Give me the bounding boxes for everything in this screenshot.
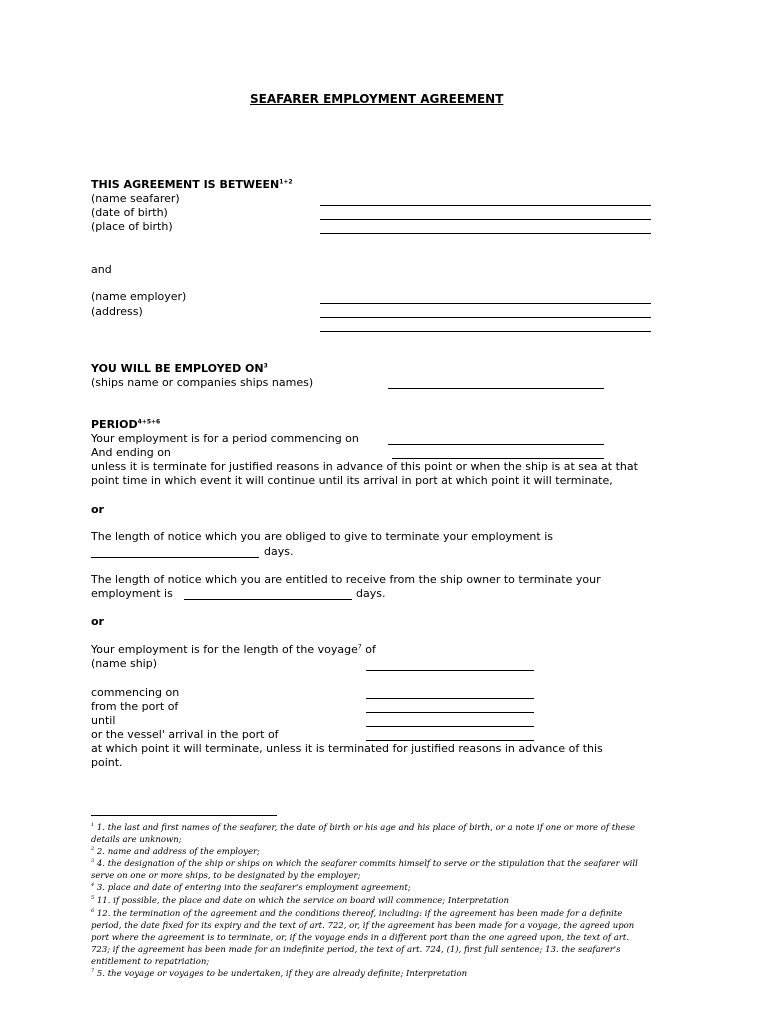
footnote-3-cont: serve on one or more ships, to be designated by the employer; — [91, 871, 361, 881]
notice-give-days-line[interactable] — [91, 557, 259, 558]
arrival-port-label: or the vessel' arrival in the port of — [91, 728, 279, 741]
notice-give-text: The length of notice which you are obliged to give to terminate your employment is — [91, 530, 553, 543]
from-port-line[interactable] — [366, 712, 534, 713]
and-label: and — [91, 263, 112, 276]
footnote-3-line-1: 4. the designation of the ship or ships on which the seafarer commits himself to serve or the stipulation that the seafarer will — [94, 859, 638, 869]
voyage-label: Your employment is for the length of the voyage — [91, 643, 358, 656]
footnote-4-line-1: 3. place and date of entering into the seafarer's employment agreement; — [94, 883, 411, 893]
notice-receive-days-label: days. — [356, 587, 386, 600]
footnote-4-mark: 4 — [91, 882, 95, 889]
footnote-3 — [91, 858, 638, 870]
seafarer-name-label: (name seafarer) — [91, 192, 180, 205]
footnote-2-line-1: 2. name and address of the employer; — [94, 847, 260, 857]
seafarer-name-line[interactable] — [320, 205, 651, 206]
employed-on-heading-text: YOU WILL BE EMPLOYED ON — [91, 362, 264, 375]
footnote-6-cont-4: entitlement to repatriation; — [91, 957, 210, 967]
footnote-5 — [91, 895, 509, 907]
name-ship-line[interactable] — [366, 670, 534, 671]
employer-address-line-1[interactable] — [320, 317, 651, 318]
period-commencing-label: Your employment is for a period commencing on — [91, 432, 359, 445]
parties-heading — [91, 178, 293, 192]
voyage-footnote-mark: 7 — [357, 643, 362, 651]
ships-name-label: (ships name or companies ships names) — [91, 376, 314, 389]
parties-heading-text: THIS AGREEMENT IS BETWEEN — [91, 178, 280, 191]
voyage-of: of — [361, 643, 376, 656]
footnote-6-cont-3: 723; if the agreement has been made for an indefinite period, the text of art. 724, (1), first full sentence; 13. the seafarer's — [91, 945, 621, 955]
until-label: until — [91, 714, 116, 727]
or-separator-1: or — [91, 503, 104, 516]
notice-receive-days-line[interactable] — [184, 599, 352, 600]
employer-name-label: (name employer) — [91, 290, 187, 303]
period-commencing-line[interactable] — [388, 444, 604, 445]
period-heading-text: PERIOD — [91, 418, 138, 431]
arrival-port-line[interactable] — [366, 740, 534, 741]
closing-text-line-2: point. — [91, 756, 123, 769]
employer-name-line[interactable] — [320, 303, 651, 304]
seafarer-pob-line[interactable] — [320, 233, 651, 234]
document-title: SEAFARER EMPLOYMENT AGREEMENT — [250, 92, 504, 106]
employer-address-line-2[interactable] — [320, 331, 651, 332]
footnote-1-mark: 1 — [91, 822, 95, 829]
period-ending-label: And ending on — [91, 446, 171, 459]
employed-on-footnote-mark: 3 — [263, 362, 268, 370]
footnote-7-mark: 7 — [91, 968, 95, 975]
notice-receive-text-2: employment is — [91, 587, 173, 600]
voyage-text — [91, 643, 376, 657]
voyage-commencing-line[interactable] — [366, 698, 534, 699]
footnote-7-line-1: 5. the voyage or voyages to be undertaken, if they are already definite; Interpretation — [94, 969, 468, 979]
seafarer-pob-label: (place of birth) — [91, 220, 173, 233]
footnote-5-line-1: 11. if possible, the place and date on which the service on board will commence; Interpretation — [94, 896, 509, 906]
seafarer-dob-label: (date of birth) — [91, 206, 168, 219]
footnote-3-mark: 3 — [91, 858, 95, 865]
footnote-7 — [91, 968, 467, 980]
footnote-separator — [91, 815, 277, 816]
footnote-6-line-1: 12. the termination of the agreement and the conditions thereof, including: if the agreement has been made for a definite — [94, 909, 623, 919]
footnote-6-mark: 6 — [91, 908, 95, 915]
footnote-2 — [91, 846, 260, 858]
ships-name-line[interactable] — [388, 388, 604, 389]
footnote-6-cont-2: port where the agreement is to terminate, or, if the voyage ends in a different port than the one agreed upon, the text of art. — [91, 933, 630, 943]
footnote-2-mark: 2 — [91, 846, 95, 853]
seafarer-dob-line[interactable] — [320, 219, 651, 220]
period-ending-line[interactable] — [392, 458, 604, 459]
period-footnote-mark: 4+5+6 — [137, 418, 161, 426]
from-port-label: from the port of — [91, 700, 179, 713]
until-line[interactable] — [366, 726, 534, 727]
parties-heading-footnote-mark: 1+2 — [279, 178, 293, 186]
name-ship-label: (name ship) — [91, 657, 158, 670]
or-separator-2: or — [91, 615, 104, 628]
footnote-1-cont: details are unknown; — [91, 835, 182, 845]
period-heading — [91, 418, 160, 432]
employed-on-heading — [91, 362, 268, 376]
footnote-1-line-1: 1. the last and first names of the seafarer, the date of birth or his age and his place of birth, or a note if one or more of these — [94, 823, 636, 833]
voyage-commencing-label: commencing on — [91, 686, 180, 699]
footnote-6-cont-1: period, the date fixed for its expiry and the text of art. 722, or, if the agreement has been made for a voyage, the agreed upon — [91, 921, 635, 931]
employer-address-label: (address) — [91, 305, 143, 318]
footnote-4 — [91, 882, 411, 894]
notice-give-days-label: days. — [264, 545, 294, 558]
closing-text-line-1: at which point it will terminate, unless it is terminated for justified reasons in advance of this — [91, 742, 603, 755]
footnote-6 — [91, 908, 622, 920]
footnote-5-mark: 5 — [91, 895, 95, 902]
terminate-text-line-2: point time in which event it will continue until its arrival in port at which point it will terminate, — [91, 474, 613, 487]
footnote-1 — [91, 822, 635, 834]
notice-receive-text: The length of notice which you are entitled to receive from the ship owner to terminate your — [91, 573, 601, 586]
terminate-text-line-1: unless it is terminate for justified reasons in advance of this point or when the ship is at sea at that — [91, 460, 638, 473]
